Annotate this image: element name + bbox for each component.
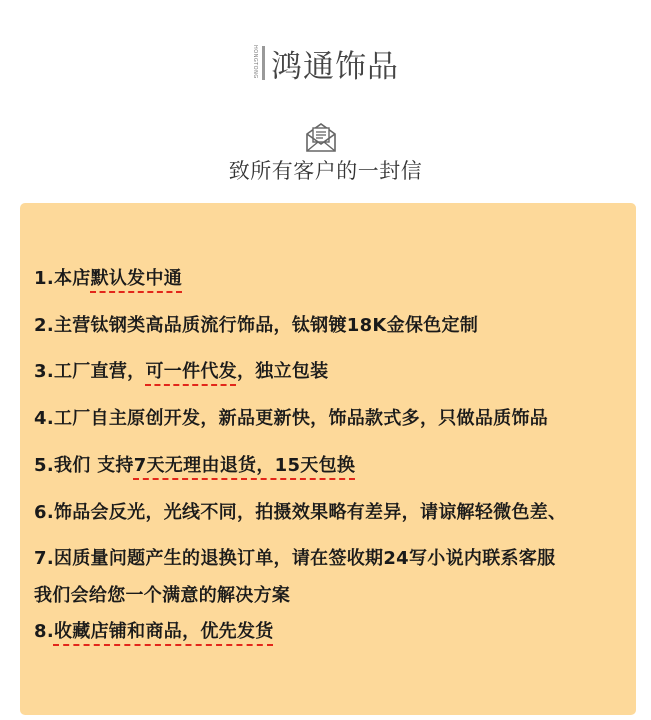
- brand-logo: [252, 41, 399, 86]
- notice-line-5: 5.我们 支持7天无理由退货，15天包换: [34, 455, 356, 476]
- brand-side-text: HONGTONG: [252, 45, 258, 79]
- brand-name: 鸿通饰品: [271, 48, 399, 85]
- notice-line-7: 7.因质量问题产生的退换订单，请在签收期24写小说内联系客服: [34, 548, 556, 569]
- notice-line-2: 2.主营钛钢类高品质流行饰品，钛钢镀18K金保色定制: [34, 315, 479, 336]
- letter-title: 致所有客户的一封信: [228, 159, 423, 183]
- notice-line-1: 1.本店默认发中通: [34, 268, 183, 289]
- highlight-text: 收藏店铺和商品，优先发货: [53, 621, 274, 642]
- notice-line-4: 4.工厂自主原创开发，新品更新快，饰品款式多，只做品质饰品: [34, 408, 549, 429]
- brand-divider: [262, 46, 265, 80]
- highlight-text: 7天无理由退货，15天包换: [133, 455, 356, 476]
- notice-line-7-continued: 我们会给您一个满意的解决方案: [34, 585, 291, 606]
- notice-line-3: 3.工厂直营，可一件代发，独立包装: [34, 361, 329, 382]
- header: [0, 38, 651, 88]
- notice-line-8: 8.收藏店铺和商品，优先发货: [34, 621, 274, 642]
- envelope-icon: [304, 120, 338, 154]
- highlight-text: 可一件代发: [145, 361, 237, 382]
- highlight-text: 默认发中通: [90, 268, 183, 289]
- notice-line-6: 6.饰品会反光，光线不同，拍摄效果略有差异，请谅解轻微色差、: [34, 502, 567, 523]
